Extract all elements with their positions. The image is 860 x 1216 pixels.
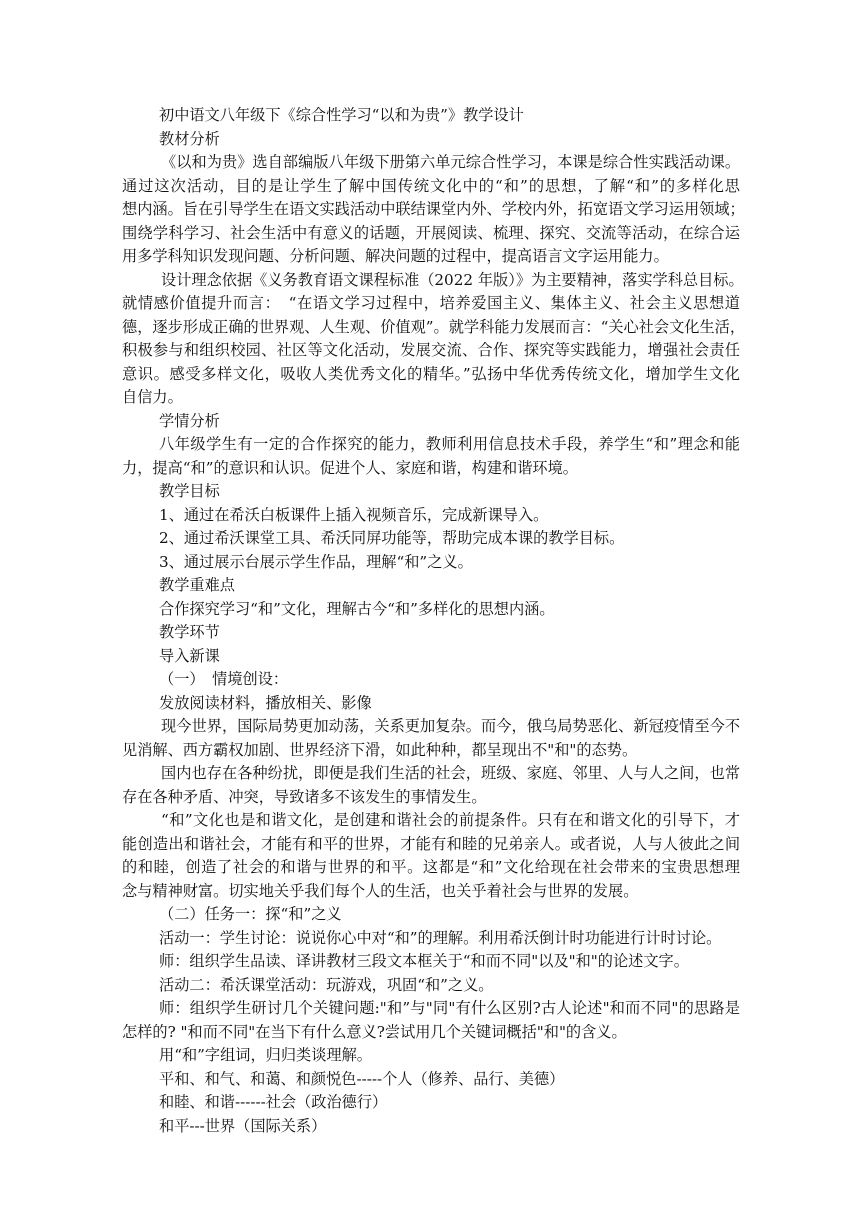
paragraph-line: 的和睦，创造了社会的和谐与世界的和平。这都是“和”文化给现在社会带来的宝贵思想理 bbox=[122, 858, 740, 876]
heading-student-analysis: 学情分析 bbox=[159, 411, 220, 430]
goal-item: 2、通过希沃课堂工具、希沃同屏功能等，帮助完成本课的教学目标。 bbox=[159, 529, 625, 547]
word-group: 平和、和气、和蔼、和颜悦色-----个人（修养、品行、美德） bbox=[159, 1069, 565, 1088]
paragraph-line: 能创造出和谐社会，才能有和平的世界，才能有和睦的兄弟亲人。或者说，人与人彼此之间 bbox=[122, 834, 740, 853]
paragraph-line: 德，逐步形成正确的世界观、人生观、价值观”。就学科能力发展而言：“关心社会文化生活， bbox=[122, 317, 746, 336]
heading-intro: 导入新课 bbox=[159, 646, 220, 665]
paragraph-line: 想内涵。旨在引导学生在语文实践活动中联结课堂内外、学校内外，拓宽语文学习运用领域； bbox=[122, 200, 745, 218]
paragraph-line: 积极参与和组织校园、社区等文化活动，发展交流、合作、探究等实践能力，增强社会责任 bbox=[122, 341, 740, 359]
paragraph-line: 围绕学科学习、社会生活中有意义的话题，开展阅读、梳理、探究、交流等活动，在综合运 bbox=[122, 223, 740, 242]
goal-item: 3、通过展示台展示学生作品，理解“和”之义。 bbox=[159, 552, 473, 571]
paragraph-line: 八年级学生有一定的合作探究的能力，教师利用信息技术手段，养学生“和”理念和能 bbox=[159, 435, 740, 453]
word-group: 和睦、和谐------社会（政治德行） bbox=[159, 1093, 388, 1111]
paragraph-line: 意识。感受多样文化，吸收人类优秀文化的精华。”弘扬中华优秀传统文化，增加学生文化 bbox=[122, 364, 740, 383]
word-group: 和平---世界（国际关系） bbox=[159, 1116, 327, 1135]
teacher-note: 师：组织学生研讨几个关键问题:"和”与"同"有什么区别?古人论述"和而不同"的思路是 bbox=[159, 999, 740, 1017]
paragraph-line: 设计理念依据《义务教育语文课程标准（2022 年版）》为主要精神，落实学科总目标。 bbox=[161, 270, 744, 289]
paragraph-line: 通过这次活动，目的是让学生了解中国传统文化中的“和”的思想，了解“和”的多样化思 bbox=[122, 176, 740, 195]
paragraph-line: 力，提高“和”的意识和认识。促进个人、家庭和谐，构建和谐环境。 bbox=[122, 458, 578, 477]
heading-teaching-goals: 教学目标 bbox=[159, 482, 220, 500]
activity-one: 活动一：学生讨论：说说你心中对“和”的理解。利用希沃倒计时功能进行计时讨论。 bbox=[159, 928, 722, 947]
paragraph-line: 用多学科知识发现问题、分析问题、解决问题的过程中，提高语言文字运用能力。 bbox=[122, 247, 669, 265]
paragraph-line: 现今世界，国际局势更加动荡，关系更加复杂。而今，俄乌局势恶化、新冠疫情至今不 bbox=[161, 717, 740, 735]
document-page bbox=[122, 104, 746, 1138]
heading-material-analysis: 教材分析 bbox=[159, 129, 220, 148]
scenario-text: 发放阅读材料，播放相关、影像 bbox=[159, 693, 372, 712]
paragraph-line: 《以和为贵》选自部编版八年级下册第六单元综合性学习，本课是综合性实践活动课。 bbox=[161, 153, 740, 171]
heading-teaching-steps: 教学环节 bbox=[159, 623, 220, 641]
subheading-scenario: （一） 情境创设： bbox=[159, 670, 289, 688]
paragraph-line: 自信力。 bbox=[122, 388, 183, 406]
goal-item: 1、通过在希沃白板课件上插入视频音乐，完成新课导入。 bbox=[159, 505, 549, 524]
teacher-note: 师：组织学生品读、译讲教材三段文本框关于“和而不同"以及"和"的论述文字。 bbox=[159, 952, 689, 970]
teacher-note: 怎样的? "和而不同"在当下有什么意义?尝试用几个关键词概括"和"的含义。 bbox=[122, 1022, 627, 1041]
paragraph-line: 见消解、西方霸权加剧、世界经济下滑，如此种种，都呈现出不"和"的态势。 bbox=[122, 740, 638, 759]
heading-key-points: 教学重难点 bbox=[159, 576, 235, 594]
activity-two: 活动二：希沃课堂活动：玩游戏，巩固“和”之义。 bbox=[159, 975, 494, 994]
paragraph-line: 存在各种矛盾、冲突，导致诸多不该发生的事情发生。 bbox=[122, 787, 487, 806]
paragraph-line: “和”文化也是和谐文化，是创建和谐社会的前提条件。只有在和谐文化的引导下，才 bbox=[161, 811, 740, 829]
words-intro: 用“和”字组词，归归类谈理解。 bbox=[159, 1046, 372, 1064]
key-points-text: 合作探究学习“和”文化，理解古今“和”多样化的思想内涵。 bbox=[159, 599, 555, 618]
paragraph-line: 就情感价值提升而言： “在语文学习过程中，培养爱国主义、集体主义、社会主义思想道 bbox=[122, 294, 740, 312]
paragraph-line: 念与精神财富。切实地关乎我们每个人的生活，也关乎着社会与世界的发展。 bbox=[122, 881, 639, 900]
paragraph-line: 国内也存在各种纷扰，即便是我们生活的社会，班级、家庭、邻里、人与人之间，也常 bbox=[161, 764, 740, 782]
document-title: 初中语文八年级下《综合性学习“以和为贵”》教学设计 bbox=[159, 106, 524, 124]
subheading-task-one: （二）任务一：探“和”之义 bbox=[159, 905, 342, 923]
